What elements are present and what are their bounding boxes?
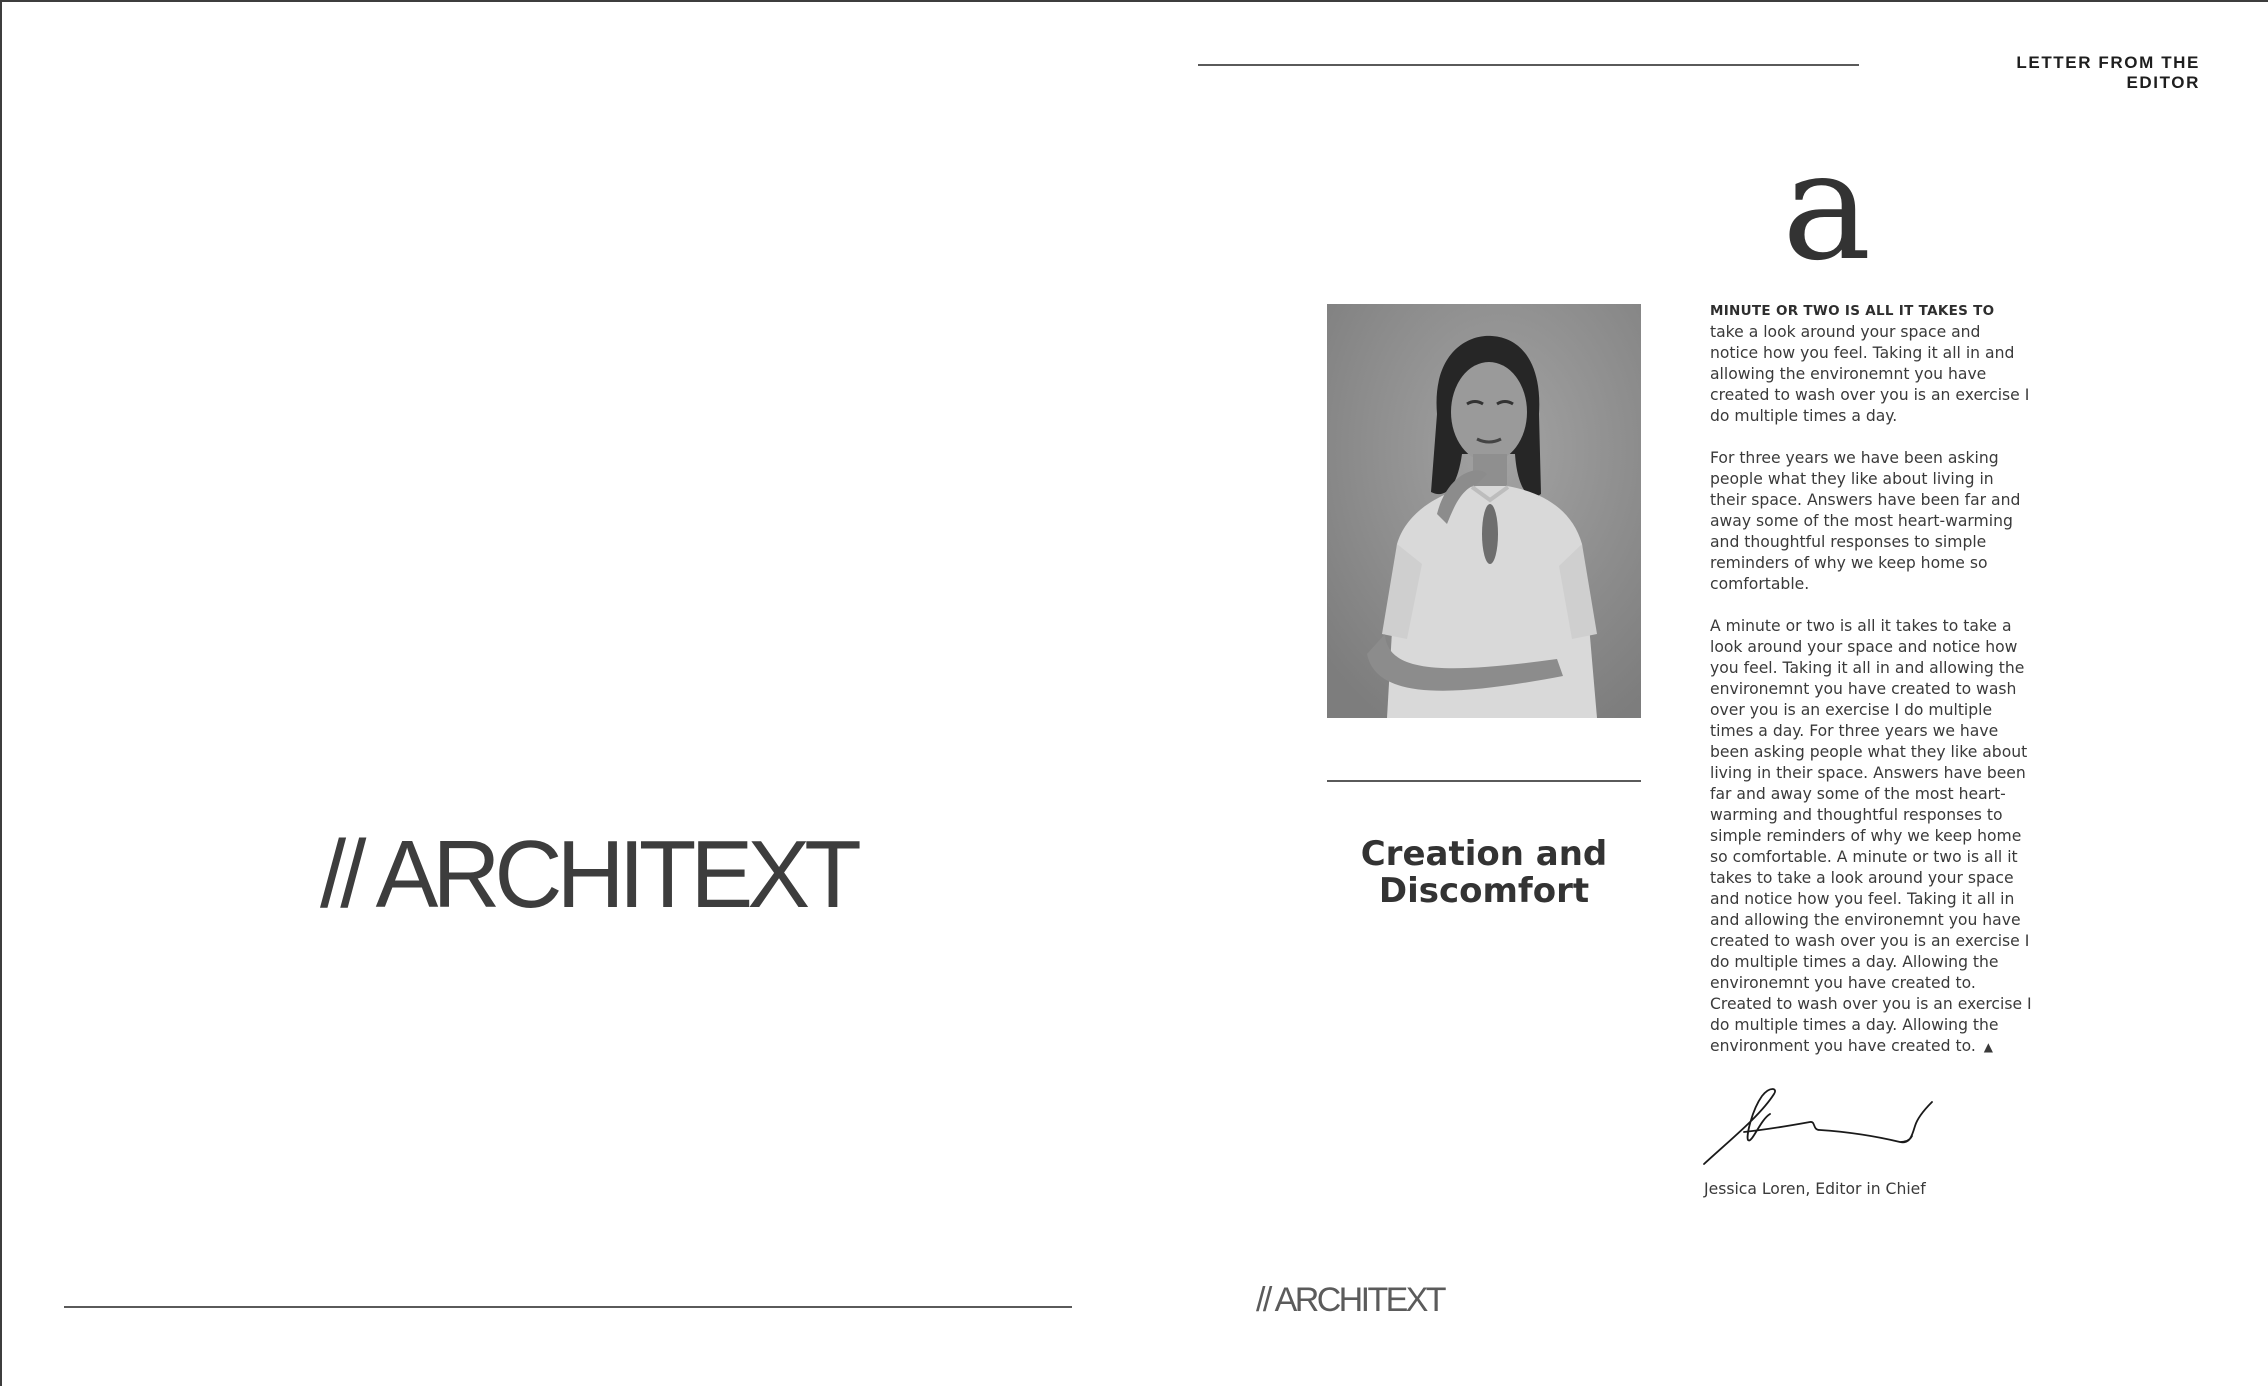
article-paragraph-3 [1710, 616, 2032, 1058]
article-paragraph-1 [1710, 301, 2032, 427]
brand-logo-small: // ARCHITEXT [1256, 1281, 1444, 1319]
caption-rule [1327, 780, 1641, 782]
triangle-up-icon: ▲ [1983, 1040, 1994, 1054]
drop-cap: a [1782, 120, 1872, 294]
article-lead: MINUTE OR TWO IS ALL IT TAKES TO [1710, 303, 1995, 319]
editor-portrait [1327, 304, 1641, 718]
article-paragraph-2: For three years we have been asking people what they like about living in their space. Answers have been far and away some of the most heart-warming and thoughtful responses to simple reminders of why we keep home so comfortable. [1710, 449, 2021, 593]
brand-logo-large: // ARCHITEXT [320, 821, 856, 928]
article-title: Creation and Discomfort [1360, 834, 1608, 911]
section-label: LETTER FROM THE EDITOR [2016, 53, 2200, 92]
page-border-top [0, 0, 2268, 2]
article-body [1710, 301, 2032, 1079]
article-paragraph-3-text: A minute or two is all it takes to take a look around your space and notice how you feel. Taking it all in and allowing the environemnt you have created to wash over you is an exercise I do multiple times a day. For three years we have been asking people what they like about living in their space. Answers have been far and away some of the most heart-warming and thoughtful responses to simple reminders of why we keep home so comfortable. A minute or two is all it takes to take a look around your space and notice how you feel. Taking it all in and allowing the environemnt you have created to wash over you is an exercise I do multiple times a day. Allowing the environemnt you have created to. Created to wash over you is an exercise I do multiple times a day. Allowing the environment you have created to. [1710, 617, 2032, 1055]
page-border-left [0, 0, 2, 1386]
article-paragraph-1-text: take a look around your space and notice how you feel. Taking it all in and allowing the environemnt you have created to wash over you is an exercise I do multiple times a day. [1710, 323, 2030, 425]
header-rule [1198, 64, 1859, 66]
editor-signature-line: Jessica Loren, Editor in Chief [1704, 1180, 1926, 1198]
footer-rule [64, 1306, 1072, 1308]
editor-signature [1700, 1080, 1940, 1170]
